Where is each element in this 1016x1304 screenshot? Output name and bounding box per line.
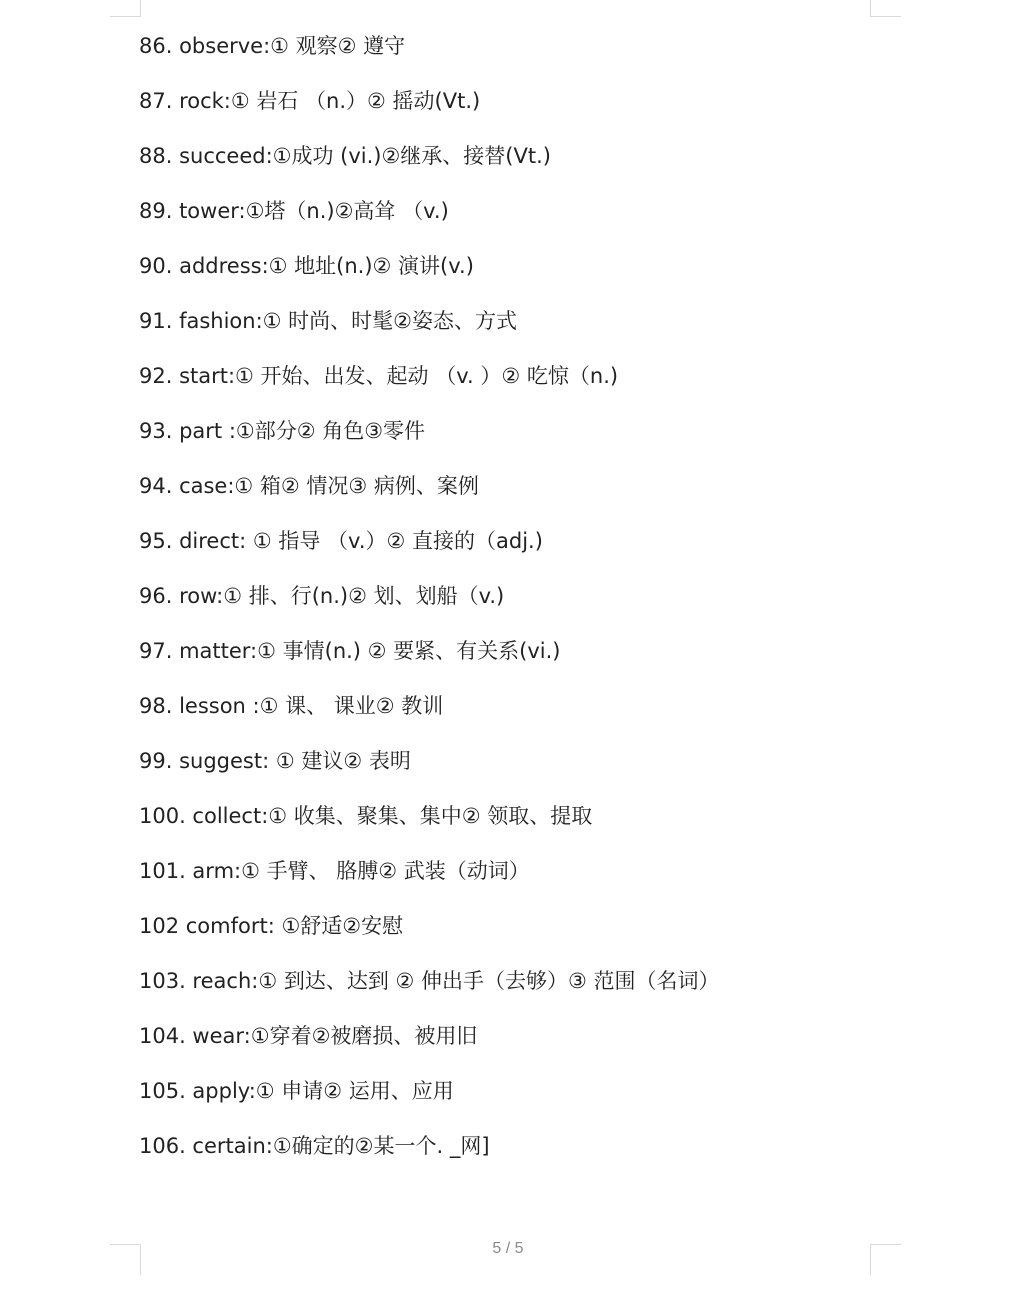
vocab-entry: 92. start:① 开始、出发、起动 （v. ）② 吃惊（n.): [139, 364, 619, 388]
vocab-entry: 100. collect:① 收集、聚集、集中② 领取、提取: [139, 804, 593, 828]
vocab-entry: 101. arm:① 手臂、 胳膊② 武装（动词）: [139, 859, 530, 883]
vocab-entry: 96. row:① 排、行(n.)② 划、划船（v.): [139, 584, 505, 608]
crop-mark-top-right: [870, 0, 901, 17]
vocab-entry: 88. succeed:①成功 (vi.)②继承、接替(Vt.): [139, 144, 551, 168]
vocabulary-list: [139, 27, 959, 1182]
vocab-entry: 99. suggest: ① 建议② 表明: [139, 749, 411, 773]
vocab-entry: 90. address:① 地址(n.)② 演讲(v.): [139, 254, 474, 278]
vocab-entry: 94. case:① 箱② 情况③ 病例、案例: [139, 474, 479, 498]
vocab-entry: 87. rock:① 岩石 （n.）② 摇动(Vt.): [139, 89, 481, 113]
vocab-entry: 95. direct: ① 指导 （v.）② 直接的（adj.): [139, 529, 543, 553]
vocab-entry: 98. lesson :① 课、 课业② 教训: [139, 694, 444, 718]
vocab-entry: 97. matter:① 事情(n.) ② 要紧、有关系(vi.): [139, 639, 561, 663]
vocab-entry: 106. certain:①确定的②某一个. _网]: [139, 1134, 490, 1158]
vocab-entry: 102 comfort: ①舒适②安慰: [139, 914, 404, 938]
vocab-entry: 104. wear:①穿着②被磨损、被用旧: [139, 1024, 478, 1048]
vocab-entry: 86. observe:① 观察② 遵守: [139, 34, 406, 58]
vocab-entry: 91. fashion:① 时尚、时髦②姿态、方式: [139, 309, 517, 333]
crop-mark-top-left: [110, 0, 141, 17]
vocab-entry: 103. reach:① 到达、达到 ② 伸出手（去够）③ 范围（名词）: [139, 969, 720, 993]
vocab-entry: 89. tower:①塔（n.)②高耸 （v.): [139, 199, 449, 223]
vocab-entry: 105. apply:① 申请② 运用、应用: [139, 1079, 454, 1103]
vocab-entry: 93. part :①部分② 角色③零件: [139, 419, 426, 443]
page-number: 5 / 5: [492, 1240, 524, 1257]
